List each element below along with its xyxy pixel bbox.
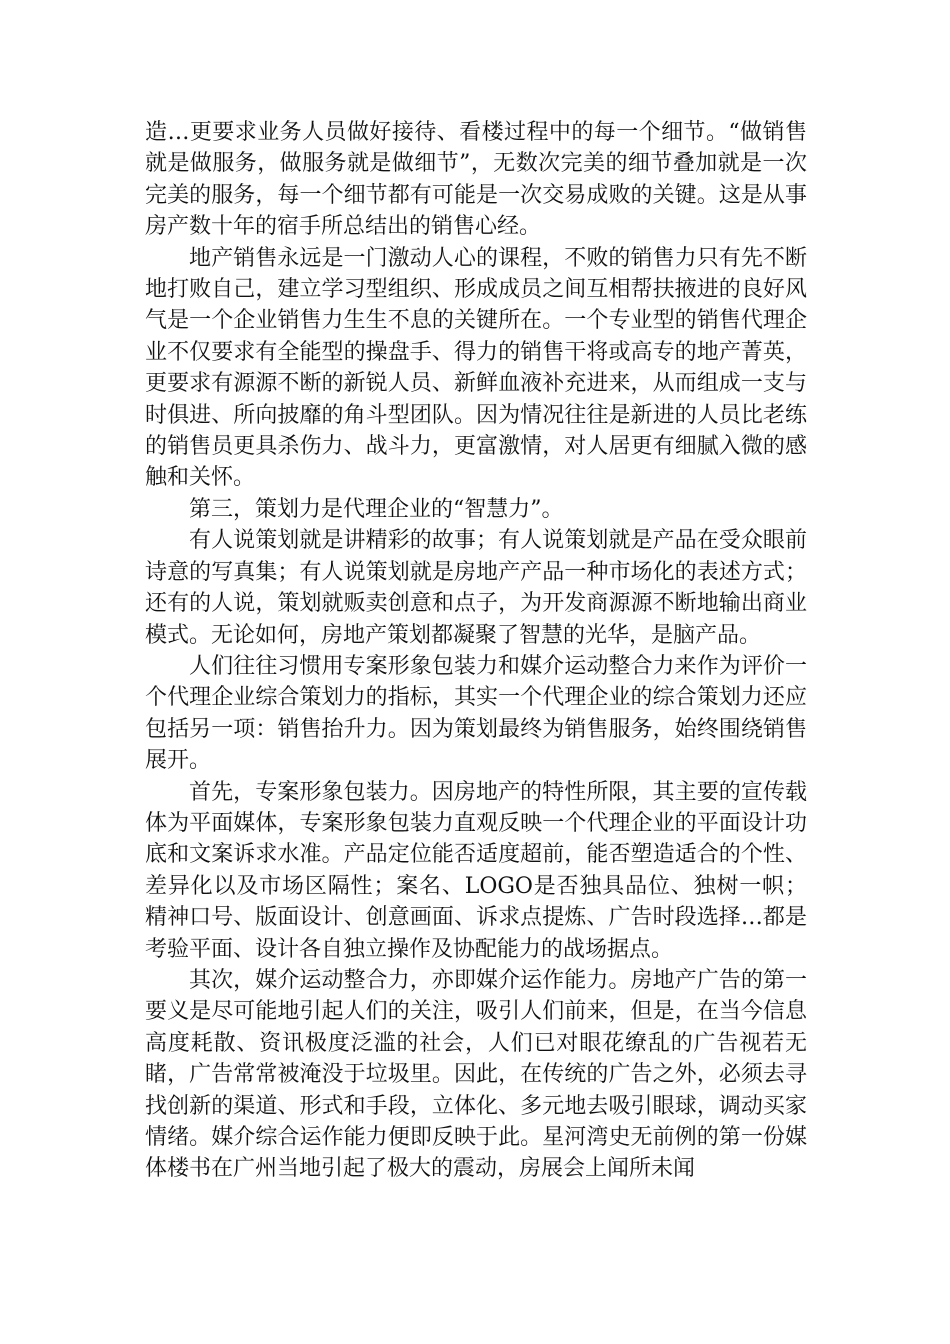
paragraph-1: 造…更要求业务人员做好接待、看楼过程中的每一个细节。“做销售就是做服务，做服务就是做细节”，无数次完美的细节叠加就是一次完美的服务，每一个细节都有可能是一次交易成败的关键。这是从事房产数十年的宿手所总结出的销售心经。	[145, 120, 807, 240]
paragraph-6: 首先，专案形象包装力。因房地产的特性所限，其主要的宣传载体为平面媒体，专案形象包装力直观反映一个代理企业的平面设计功底和文案诉求水准。产品定位能否适度超前，能否塑造适合的个性、差异化以及市场区隔性；案名、LOGO是否独具品位、独树一帜；精神口号、版面设计、创意画面、诉求点提炼、广告时段选择…都是考验平面、设计各自独立操作及协配能力的战场据点。	[145, 779, 807, 962]
paragraph-4: 有人说策划就是讲精彩的故事；有人说策划就是产品在受众眼前诗意的写真集；有人说策划就是房地产产品一种市场化的表述方式；还有的人说，策划就贩卖创意和点子，为开发商源源不断地输出商业模式。无论如何，房地产策划都凝聚了智慧的光华，是脑产品。	[145, 528, 807, 648]
paragraph-3: 第三，策划力是代理企业的“智慧力”。	[189, 496, 564, 522]
body-text	[145, 117, 807, 1185]
paragraph-7: 其次，媒介运动整合力，亦即媒介运作能力。房地产广告的第一要义是尽可能地引起人们的关注，吸引人们前来，但是，在当今信息高度耗散、资讯极度泛滥的社会，人们已对眼花缭乱的广告视若无睹，广告常常被淹没于垃圾里。因此，在传统的广告之外，必须去寻找创新的渠道、形式和手段，立体化、多元地去吸引眼球，调动买家情绪。媒介综合运作能力便即反映于此。星河湾史无前例的第一份媒体楼书在广州当地引起了极大的震动，房展会上闻所未闻	[145, 967, 807, 1182]
paragraph-2: 地产销售永远是一门激动人心的课程，不败的销售力只有先不断地打败自己，建立学习型组织、形成成员之间互相帮扶掖进的良好风气是一个企业销售力生生不息的关键所在。一个专业型的销售代理企业不仅要求有全能型的操盘手、得力的销售干将或高专的地产菁英，更要求有源源不断的新锐人员、新鲜血液补充进来，从而组成一支与时俱进、所向披靡的角斗型团队。因为情况往往是新进的人员比老练的销售员更具杀伤力、战斗力，更富激情，对人居更有细腻入微的感触和关怀。	[145, 245, 807, 491]
paragraph-5: 人们往往习惯用专案形象包装力和媒介运动整合力来作为评价一个代理企业综合策划力的指标，其实一个代理企业的综合策划力还应包括另一项：销售抬升力。因为策划最终为销售服务，始终围绕销售展开。	[145, 653, 807, 774]
